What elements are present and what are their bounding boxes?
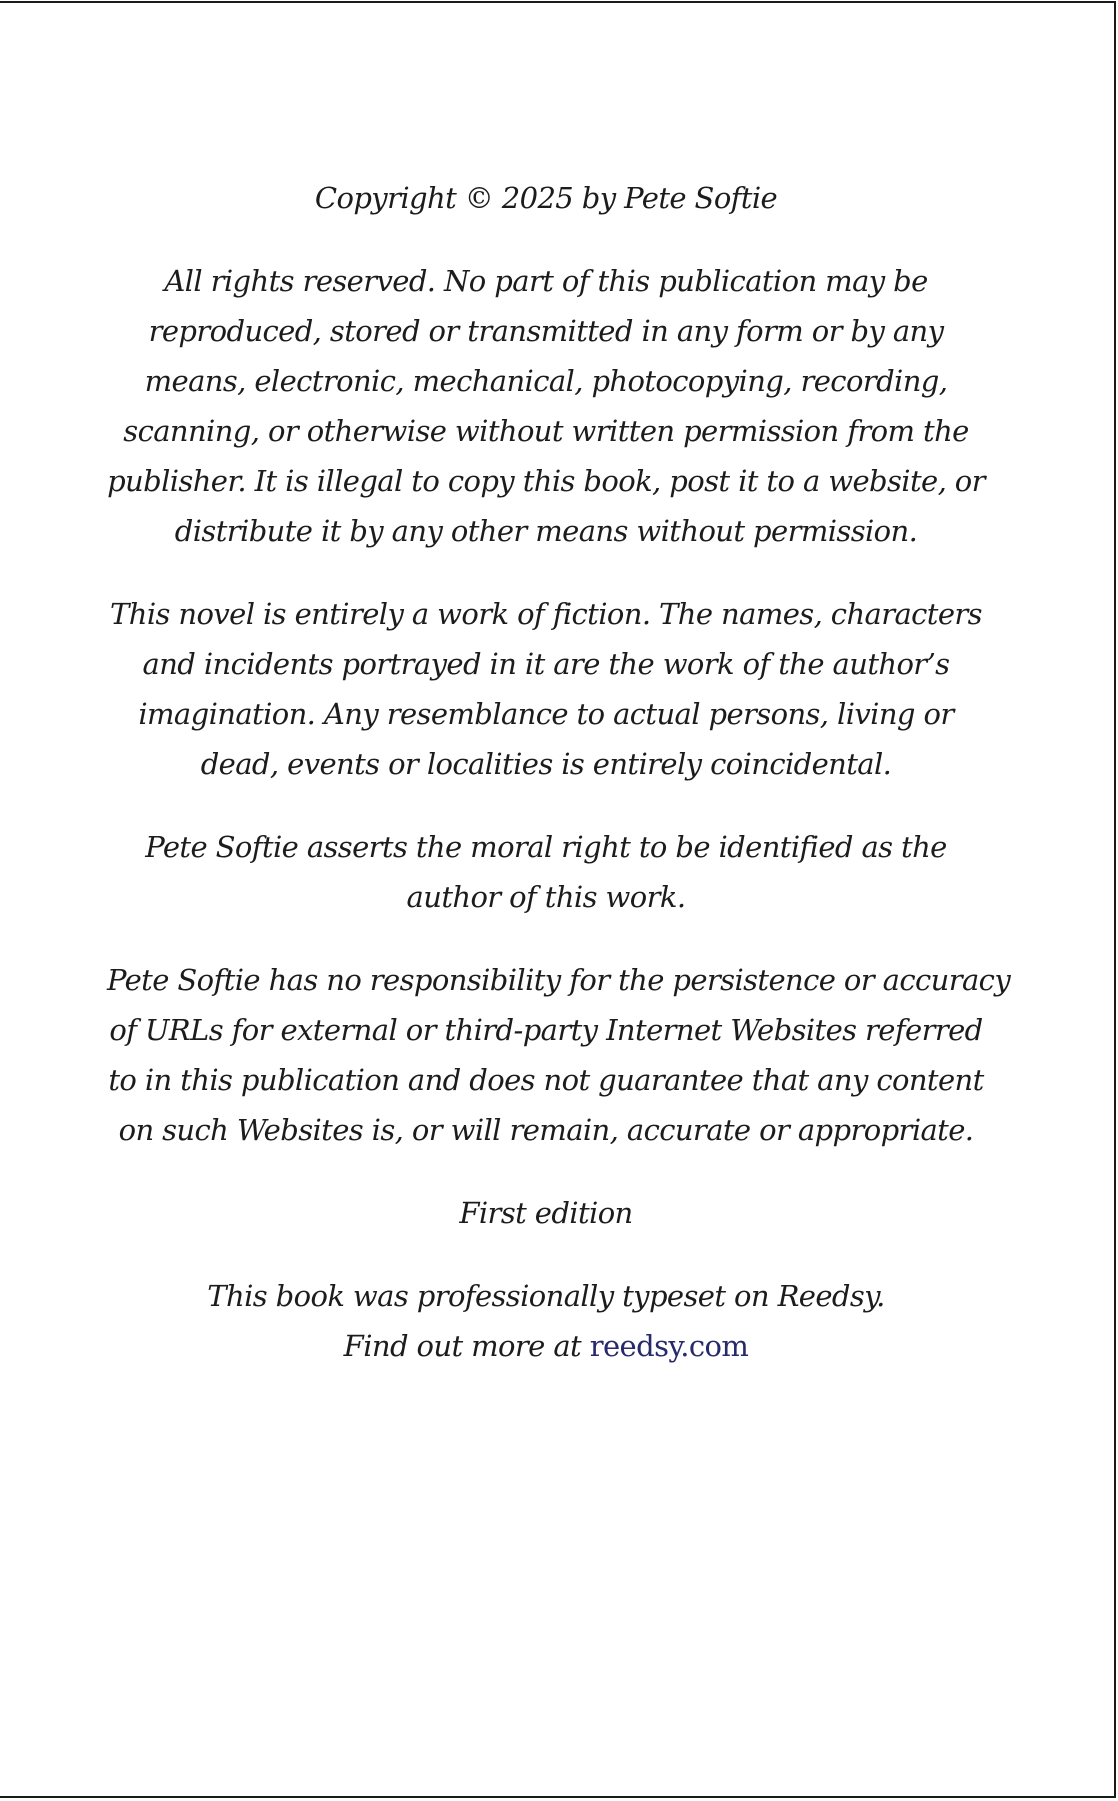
fiction-line: This novel is entirely a work of fiction. The names, characters (110, 597, 982, 631)
copyright-text: Copyright © 2025 by Pete Softie (314, 181, 778, 215)
typeset-line: This book was professionally typeset on Reedsy. (207, 1279, 885, 1313)
copyright-page (0, 1, 1116, 1798)
rights-paragraph (107, 256, 985, 556)
rights-line: means, electronic, mechanical, photocopying, recording, (144, 364, 948, 398)
moral-right-paragraph (107, 822, 985, 922)
copyright-line (107, 173, 985, 223)
fiction-line: and incidents portrayed in it are the work of the author’s (142, 647, 950, 681)
fiction-line: dead, events or localities is entirely coincidental. (200, 747, 892, 781)
urls-disclaimer-line: Pete Softie has no responsibility for the persistence or accuracy (107, 963, 1011, 997)
edition-paragraph (107, 1188, 985, 1238)
rights-line: distribute it by any other means without permission. (174, 514, 918, 548)
typeset-find-more-prefix: Find out more at (343, 1329, 582, 1363)
urls-disclaimer-line: to in this publication and does not guarantee that any content (108, 1063, 984, 1097)
moral-right-line: author of this work. (406, 880, 686, 914)
urls-disclaimer-paragraph (107, 955, 1011, 1155)
urls-disclaimer-line: of URLs for external or third-party Internet Websites referred (109, 1013, 983, 1047)
urls-disclaimer-line: on such Websites is, or will remain, accurate or appropriate. (118, 1113, 974, 1147)
rights-line: All rights reserved. No part of this publication may be (164, 264, 928, 298)
page-content (107, 173, 1011, 1404)
fiction-paragraph (107, 589, 985, 789)
moral-right-line: Pete Softie asserts the moral right to be identified as the (145, 830, 947, 864)
edition-text: First edition (459, 1196, 633, 1230)
rights-line: reproduced, stored or transmitted in any form or by any (148, 314, 944, 348)
typeset-find-more (107, 1321, 985, 1371)
rights-line: publisher. It is illegal to copy this book, post it to a website, or (107, 464, 985, 498)
rights-line: scanning, or otherwise without written permission from the (123, 414, 969, 448)
typeset-paragraph (107, 1271, 985, 1371)
fiction-line: imagination. Any resemblance to actual persons, living or (138, 697, 954, 731)
reedsy-link[interactable]: reedsy.com (589, 1329, 749, 1363)
